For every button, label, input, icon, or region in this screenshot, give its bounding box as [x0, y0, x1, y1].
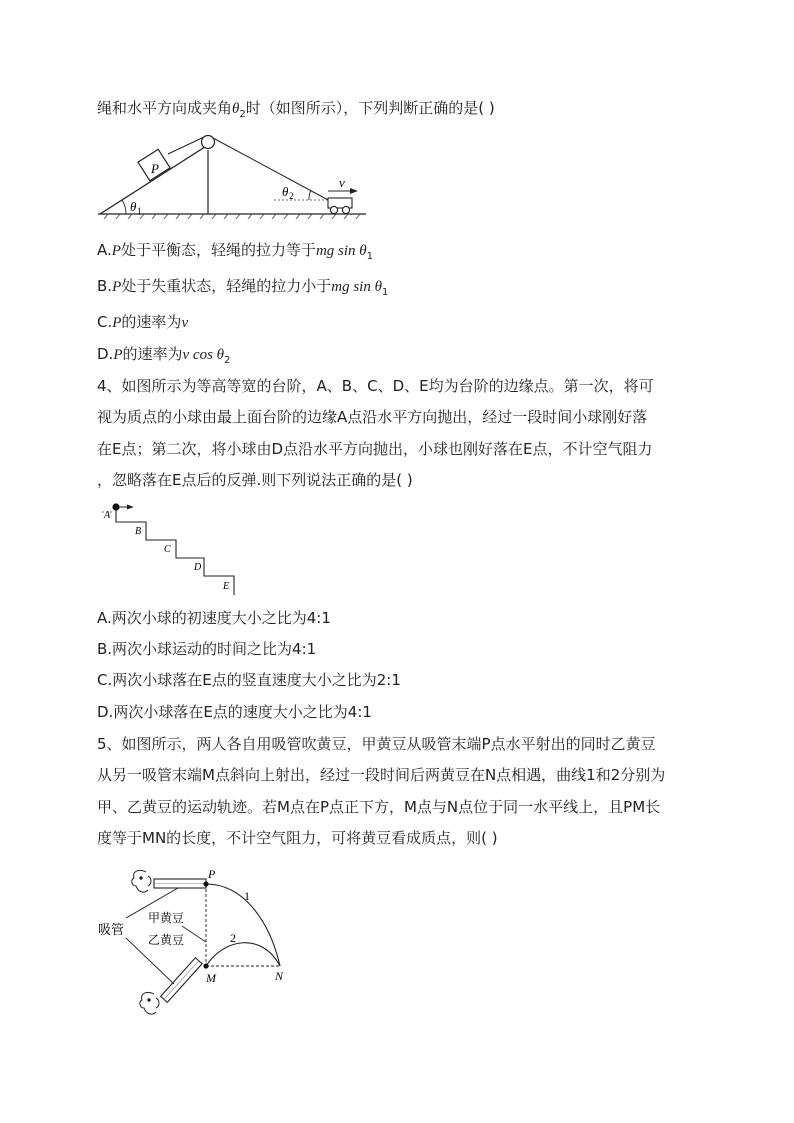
- q4-stem-line-4: ，忽略落在E点后的反弹.则下列说法正确的是( ): [97, 471, 413, 489]
- q4-option-b: B.两次小球运动的时间之比为4:1: [97, 640, 317, 658]
- q5-stem-line-1: 5、如图所示，两人各自用吸管吹黄豆，甲黄豆从吸管末端P点水平射出的同时乙黄豆: [97, 735, 656, 753]
- q4-label-e: E: [223, 581, 230, 592]
- q3-option-a-sub: 1: [366, 251, 374, 262]
- q3-theta2-label: θ: [282, 184, 289, 199]
- q3-theta1-sub: 1: [137, 206, 142, 216]
- q3-option-a-math: mg sin θ: [315, 243, 367, 259]
- q5-point-m: [203, 963, 208, 968]
- q4-option-d: D.两次小球落在E点的速度大小之比为4:1: [97, 703, 372, 721]
- q3-option-d-math: v cos θ: [182, 347, 225, 363]
- q3-rope: [213, 138, 330, 201]
- q5-stem-line-2: 从另一吸管末端M点斜向上射出，经过一段时间后两黄豆在N点相遇，曲线1和2分别为: [97, 766, 666, 784]
- q3-theta1-label: θ: [130, 199, 137, 214]
- q5-figure: [94, 862, 294, 1022]
- q3-option-a: [97, 240, 373, 267]
- q5-face-bottom: [140, 992, 159, 1014]
- q3-block-label: P: [151, 161, 159, 176]
- q3-option-a-prefix: A.: [97, 241, 112, 259]
- q4-ball: [112, 503, 119, 510]
- q5-straw-bottom: [161, 958, 202, 1003]
- q3-intro-theta-sub: 2: [239, 109, 246, 120]
- q5-stem-line-4: 度等于MN的长度，不计空气阻力，可将黄豆看成质点，则( ): [97, 829, 498, 847]
- q5-straw-label: 吸管: [98, 923, 125, 938]
- q3-option-b-text: 处于失重状态，轻绳的拉力小于: [121, 277, 332, 295]
- q4-option-c: C.两次小球落在E点的竖直速度大小之比为2:1: [97, 671, 401, 689]
- q3-figure: [96, 128, 368, 222]
- q3-option-a-text: 处于平衡态，轻绳的拉力等于: [120, 241, 316, 259]
- q3-option-d: [97, 344, 230, 371]
- q3-option-d-text: 的速率为: [122, 345, 183, 363]
- q3-option-b-math: mg sin θ: [331, 279, 382, 295]
- q3-option-c-var: P: [112, 315, 122, 331]
- q4-stem-line-1: 4、如图所示为等高等宽的台阶，A、B、C、D、E均为台阶的边缘点。第一次，将可: [97, 377, 654, 395]
- q4-label-c: C: [164, 544, 171, 555]
- q4-label-b: B: [135, 526, 142, 537]
- q3-option-c-text: 的速率为: [121, 313, 182, 331]
- q3-option-c-prefix: C.: [97, 313, 113, 331]
- q5-bean-a-label: 甲黄豆: [148, 911, 185, 925]
- q4-figure: [96, 500, 246, 600]
- q3-option-b-sub: 1: [381, 287, 389, 298]
- q3-option-d-var: P: [113, 347, 123, 363]
- q5-straw-top: [154, 879, 206, 888]
- q4-option-a: A.两次小球的初速度大小之比为4:1: [97, 609, 331, 627]
- q5-label-p: P: [208, 867, 216, 881]
- q3-option-d-prefix: D.: [97, 345, 114, 363]
- q3-intro-text: 绳和水平方向成夹角: [97, 99, 233, 117]
- q5-bean-b-label: 乙黄豆: [148, 933, 185, 947]
- q3-theta2-sub: 2: [289, 191, 294, 201]
- q5-trajectory-2: [206, 943, 280, 966]
- q3-intro-tail: 时（如图所示），下列判断正确的是( ): [245, 99, 495, 117]
- q5-stem-line-3: 甲、乙黄豆的运动轨迹。若M点在P点正下方，M点与N点位于同一水平线上，且PM长: [97, 798, 661, 816]
- q3-option-a-var: P: [111, 243, 121, 259]
- q5-curve1-label: 1: [244, 889, 250, 903]
- q3-option-c: [97, 312, 188, 333]
- q3-cart: [328, 198, 352, 214]
- q3-intro-theta: θ: [232, 101, 240, 117]
- q5-label-n: N: [275, 969, 284, 983]
- q4-stem-line-2: 视为质点的小球由最上面台阶的边缘A点沿水平方向抛出，经过一段时间小球刚好落: [97, 408, 648, 426]
- q3-option-b-prefix: B.: [97, 277, 113, 295]
- q5-point-p: [203, 881, 208, 886]
- q3-option-b: [97, 276, 388, 303]
- q4-label-a: A: [104, 510, 111, 521]
- q3-option-c-math: v: [181, 315, 189, 331]
- q4-stem-line-3: 在E点；第二次，将小球由D点沿水平方向抛出，小球也刚好落在E点，不计空气阻力: [97, 440, 653, 458]
- q3-option-b-var: P: [112, 279, 122, 295]
- q4-staircase: [116, 508, 234, 595]
- q3-option-d-sub: 2: [224, 355, 231, 366]
- q3-intro: [97, 98, 495, 125]
- q4-label-d: D: [194, 562, 202, 573]
- q3-velocity-label: v: [339, 175, 345, 190]
- q5-label-m: M: [206, 971, 216, 985]
- q5-face-top: [132, 870, 151, 892]
- q5-curve2-label: 2: [230, 931, 236, 945]
